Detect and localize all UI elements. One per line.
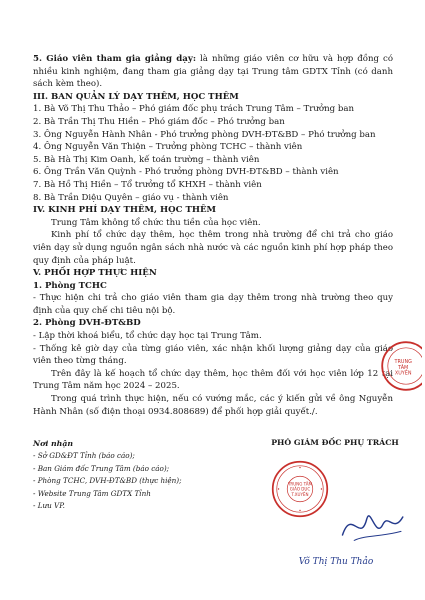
svg-text:XUYÊN: XUYÊN [394, 370, 412, 377]
closing-paragraph-2: Trong quá trình thực hiện, nếu có vướng mắc, các ý kiến gửi về ông Nguyễn Hành Nhân (số điện thoại 0934.808689) để phối hợp giải quyết./. [33, 394, 393, 417]
committee-member: 6. Ông Trần Văn Quỳnh - Phó trưởng phòng DVH-ĐT&BD – thành viên [33, 167, 339, 178]
recipients-title: Nơi nhận [33, 439, 74, 448]
subsection-dvh-item: - Lập thời khoá biểu, tổ chức dạy học tại Trung Tâm. [33, 331, 262, 342]
closing-paragraph-1: Trên đây là kế hoạch tổ chức dạy thêm, học thêm đối với học viên lớp 12 tại Trung Tâm năm học 2024 – 2025. [33, 368, 393, 392]
svg-text:TRUNG TÂM: TRUNG TÂM [287, 481, 313, 487]
recipient-item: - Ban Giám đốc Trung Tâm (báo cáo); [33, 463, 170, 473]
signer-title: PHÓ GIÁM ĐỐC PHỤ TRÁCH [271, 438, 399, 447]
committee-member: 2. Bà Trần Thị Thu Hiền – Phó giám đốc – Phó trưởng ban [33, 116, 285, 127]
margin-seal-icon [376, 338, 422, 394]
funding-paragraph-1: Trung Tâm không tổ chức thu tiền của học viên. [51, 217, 261, 228]
recipient-item: - Sở GD&ĐT Tỉnh (báo cáo); [33, 451, 135, 461]
teachers-lead: 5. Giáo viên tham gia giảng dạy: [33, 54, 197, 64]
committee-member: 5. Bà Hà Thị Kim Oanh, kế toán trường – thành viên [33, 154, 260, 165]
teachers-text: là những giáo viên cơ hữu và hợp đồng có nhiều kinh nghiệm, đang tham gia giảng dạy tại Trung tâm GDTX Tỉnh (có danh sách kèm theo). [33, 54, 393, 90]
funding-paragraph-2: Kinh phí tổ chức dạy thêm, học thêm trong nhà trường để chi trả cho giáo viên dạy sử dụng nguồn ngân sách nhà nước và các nguồn kinh phí hợp pháp theo quy định của pháp luật. [33, 230, 393, 266]
committee-member: 4. Ông Nguyễn Văn Thiện – Trưởng phòng TCHC – thành viên [33, 142, 303, 153]
svg-text:GIÁO DỤC: GIÁO DỤC [289, 486, 311, 492]
committee-member: 7. Bà Hồ Thị Hiền – Tổ trưởng tổ KHXH – thành viên [33, 179, 262, 190]
recipient-item: - Lưu VP. [33, 501, 65, 511]
section-4-heading: IV. KINH PHÍ DẠY THÊM, HỌC THÊM [33, 205, 217, 216]
svg-text:T.XUYÊN: T.XUYÊN [291, 491, 309, 497]
signature-icon [338, 498, 410, 554]
committee-member: 8. Bà Trần Diệu Quyên – giáo vụ - thành viên [33, 192, 229, 203]
committee-member: 1. Bà Võ Thị Thu Thảo – Phó giám đốc phụ trách Trung Tâm – Trưởng ban [33, 104, 355, 115]
official-seal-icon [271, 460, 329, 518]
section-5-heading: V. PHỐI HỢP THỰC HIỆN [33, 268, 157, 279]
committee-member: 3. Ông Nguyễn Hành Nhân - Phó trưởng phòng DVH-ĐT&BD – Phó trưởng ban [33, 129, 376, 140]
recipients-list [33, 438, 233, 512]
document-body [33, 53, 393, 418]
section-3-heading: III. BAN QUẢN LÝ DẠY THÊM, HỌC THÊM [33, 91, 239, 102]
recipient-item: - Website Trung Tâm GDTX Tỉnh [33, 488, 151, 498]
subsection-tchc-text: - Thực hiện chi trả cho giáo viên tham gia dạy thêm trong nhà trường theo quy định của quy chế chi tiêu nội bộ. [33, 293, 393, 316]
svg-text:TÂM: TÂM [398, 364, 409, 371]
subsection-dvh-heading: 2. Phòng DVH-ĐT&BD [33, 318, 141, 329]
signer-name: Võ Thị Thu Thảo [298, 557, 374, 567]
subsection-dvh-item: - Thống kê giờ dạy của từng giáo viên, xác nhận khối lượng giảng dạy của giáo viên theo từng tháng. [33, 343, 393, 367]
subsection-tchc-heading: 1. Phòng TCHC [33, 280, 107, 291]
teachers-paragraph [33, 53, 393, 91]
svg-text:TRUNG: TRUNG [394, 359, 412, 366]
signature-block [33, 438, 399, 578]
committee-list [33, 103, 393, 204]
recipient-item: - Phòng TCHC, DVH-ĐT&BD (thực hiện); [33, 476, 182, 486]
